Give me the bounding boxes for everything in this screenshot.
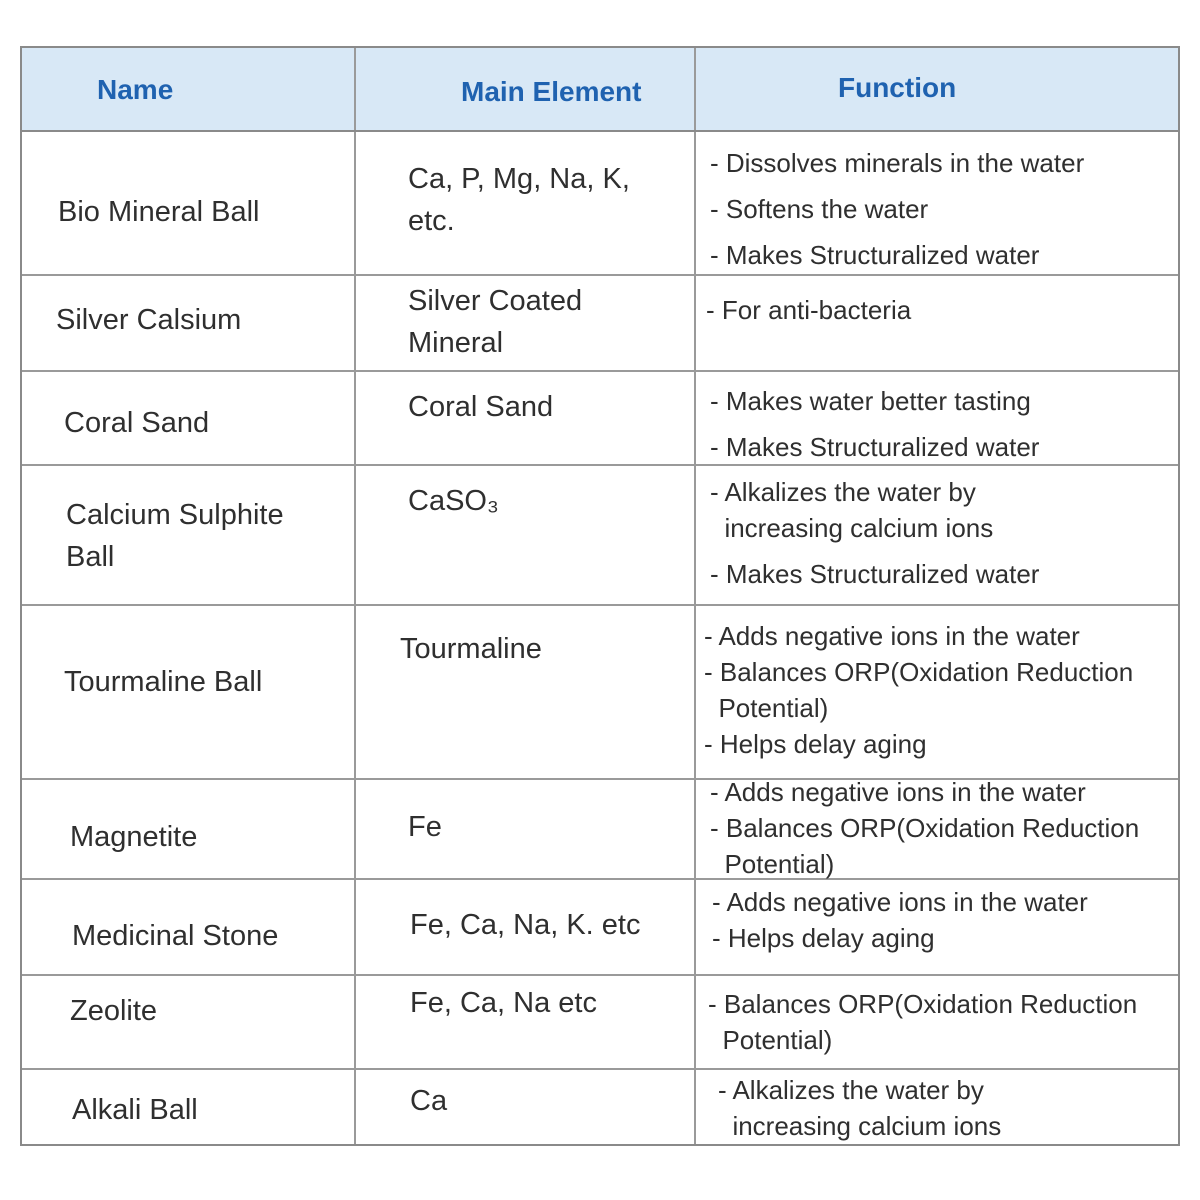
table-row — [22, 606, 1178, 780]
element-line: Coral Sand — [408, 391, 554, 423]
row-function — [712, 884, 1088, 956]
element-line: Fe — [408, 811, 442, 843]
table-row — [22, 372, 1178, 466]
row-name — [64, 402, 209, 444]
function-line: - Balances ORP(Oxidation Reduction — [708, 989, 1138, 1019]
function-cell — [696, 372, 1178, 464]
row-function — [706, 292, 911, 328]
row-element — [410, 1080, 447, 1122]
element-cell — [356, 976, 696, 1068]
table-header-row — [22, 48, 1178, 132]
row-function — [710, 774, 1139, 882]
function-line: - Balances ORP(Oxidation Reduction — [710, 813, 1140, 843]
row-element — [410, 904, 640, 946]
function-cell — [696, 777, 1178, 879]
function-line: Potential) — [710, 849, 835, 879]
table-row — [22, 276, 1178, 372]
name-cell — [22, 372, 356, 464]
row-element — [408, 158, 630, 242]
function-line: Potential) — [704, 693, 829, 723]
row-name — [58, 191, 259, 233]
name-line: Tourmaline Ball — [64, 666, 263, 698]
header-cell-element — [356, 48, 696, 130]
name-line: Coral Sand — [64, 407, 210, 439]
element-line: Fe, Ca, Na, K. etc — [410, 909, 641, 941]
element-cell — [356, 132, 696, 274]
row-element — [408, 280, 582, 364]
table-row — [22, 880, 1178, 976]
row-name — [56, 299, 241, 341]
name-line: Ball — [66, 541, 115, 573]
table-row — [22, 466, 1178, 606]
function-line: - Balances ORP(Oxidation Reduction — [704, 657, 1134, 687]
function-line: - Helps delay aging — [712, 923, 935, 953]
name-line: Medicinal Stone — [72, 920, 279, 952]
function-line: - For anti-bacteria — [706, 295, 912, 325]
name-cell — [22, 466, 356, 604]
element-line: Fe, Ca, Na etc — [410, 987, 597, 1019]
name-line: Calcium Sulphite — [66, 499, 284, 531]
function-line: - Makes Structuralized water — [710, 240, 1040, 270]
name-line: Alkali Ball — [72, 1094, 198, 1126]
function-cell — [696, 606, 1178, 778]
header-name: Name — [97, 74, 174, 105]
element-cell — [356, 466, 696, 604]
name-line: Zeolite — [70, 995, 158, 1027]
table-row — [22, 1070, 1178, 1144]
row-element — [410, 982, 597, 1024]
function-cell — [696, 880, 1178, 974]
element-line: Ca, P, Mg, Na, K, — [408, 163, 630, 195]
function-cell — [696, 132, 1178, 274]
name-cell — [22, 276, 356, 370]
element-cell — [356, 276, 696, 370]
function-line: - Helps delay aging — [704, 729, 927, 759]
row-element — [408, 806, 442, 848]
function-line: - Dissolves minerals in the water — [710, 148, 1085, 178]
mineral-function-table — [20, 46, 1180, 1146]
row-function — [710, 474, 1039, 592]
element-cell — [356, 1070, 696, 1144]
row-function — [710, 378, 1039, 470]
element-line: Tourmaline — [400, 633, 542, 665]
row-name — [66, 494, 284, 578]
function-line: increasing calcium ions — [718, 1111, 1002, 1141]
function-cell — [696, 1070, 1178, 1144]
row-name — [70, 816, 197, 858]
function-line: - Alkalizes the water by — [718, 1075, 984, 1105]
header-cell-name — [22, 48, 356, 130]
row-element — [408, 480, 499, 522]
function-line: - Makes Structuralized water — [710, 559, 1040, 589]
element-line: etc. — [408, 205, 455, 237]
name-cell — [22, 976, 356, 1068]
header-main-element: Main Element — [461, 76, 642, 107]
name-line: Magnetite — [70, 821, 198, 853]
element-cell — [356, 780, 696, 878]
function-line: - Adds negative ions in the water — [712, 887, 1088, 917]
name-cell — [22, 132, 356, 274]
row-element — [408, 386, 553, 428]
row-function — [704, 618, 1133, 762]
function-cell — [696, 976, 1178, 1068]
table-row — [22, 132, 1178, 276]
table-row — [22, 777, 1178, 880]
name-cell — [22, 780, 356, 878]
table-row — [22, 976, 1178, 1070]
element-line: Mineral — [408, 327, 504, 359]
function-line: Potential) — [708, 1025, 833, 1055]
function-line: increasing calcium ions — [710, 513, 994, 543]
name-cell — [22, 880, 356, 974]
header-function: Function — [838, 72, 957, 103]
row-name — [64, 661, 262, 703]
element-cell — [356, 606, 696, 778]
name-cell — [22, 606, 356, 778]
row-function — [718, 1072, 1001, 1144]
function-line: - Adds negative ions in the water — [704, 621, 1080, 651]
element-line: CaSO₃ — [408, 485, 499, 517]
header-cell-function — [696, 48, 1178, 130]
row-function — [708, 986, 1137, 1058]
function-line: - Softens the water — [710, 194, 929, 224]
function-cell — [696, 276, 1178, 370]
function-line: - Makes Structuralized water — [710, 432, 1040, 462]
element-line: Silver Coated — [408, 285, 583, 317]
element-cell — [356, 880, 696, 974]
function-line: - Alkalizes the water by — [710, 477, 976, 507]
row-element — [400, 628, 542, 670]
row-function — [710, 140, 1084, 278]
row-name — [72, 915, 278, 957]
function-line: - Makes water better tasting — [710, 386, 1031, 416]
function-cell — [696, 466, 1178, 604]
name-line: Silver Calsium — [56, 304, 242, 336]
row-name — [70, 990, 157, 1032]
row-name — [72, 1089, 198, 1131]
element-cell — [356, 372, 696, 464]
name-line: Bio Mineral Ball — [58, 196, 260, 228]
function-line: - Adds negative ions in the water — [710, 777, 1086, 807]
element-line: Ca — [410, 1085, 448, 1117]
name-cell — [22, 1070, 356, 1144]
